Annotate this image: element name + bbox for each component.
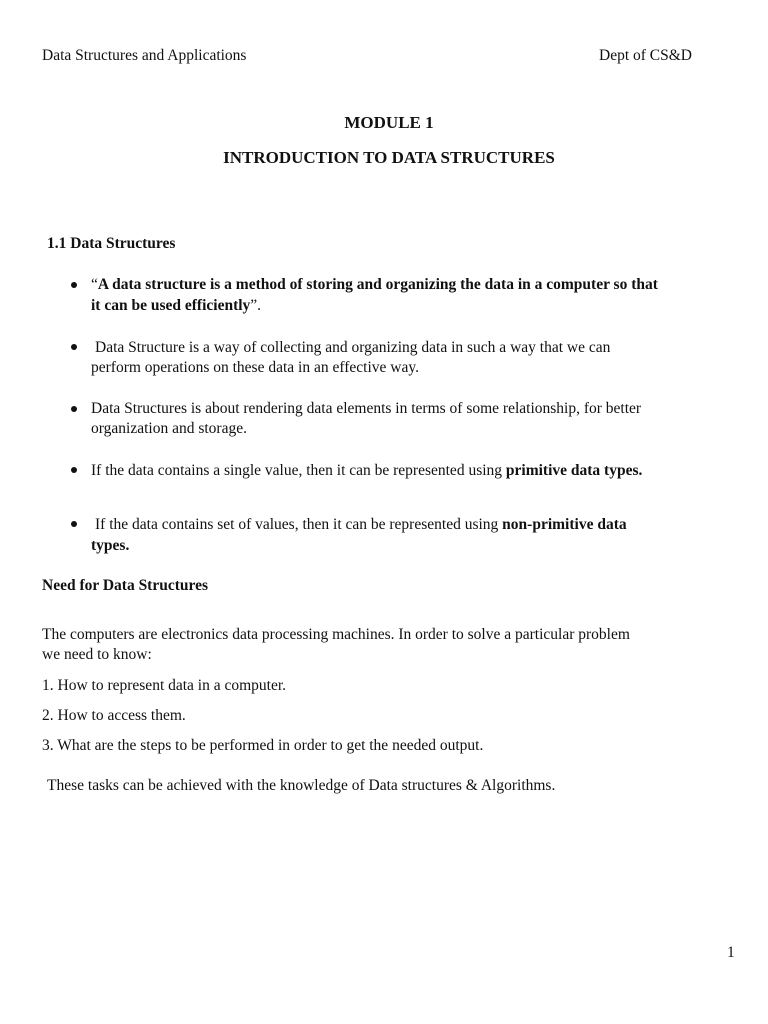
- bullet-1-bold: A data structure is a method of storing and organizing the data in a computer so that: [97, 276, 658, 293]
- bullet-3-line-1: Data Structures is about rendering data elements in terms of some relationship, for better: [91, 400, 642, 417]
- bullet-icon: [71, 521, 77, 527]
- bullet-5-bold: non-primitive data: [502, 516, 627, 533]
- module-number: MODULE 1: [344, 113, 434, 132]
- bullet-5-line-2: types.: [91, 537, 130, 554]
- section-heading: 1.1 Data Structures: [47, 235, 176, 252]
- bullet-1-line-2: [91, 295, 261, 316]
- bullet-1-bold-cont: it can be used efficiently: [91, 297, 251, 314]
- need-item-1: 1. How to represent data in a computer.: [42, 677, 287, 694]
- need-item-3: 3. What are the steps to be performed in order to get the needed output.: [42, 737, 484, 754]
- bullet-1-line-1: [91, 274, 658, 295]
- page-number: 1: [727, 944, 735, 961]
- header-course: Data Structures and Applications: [42, 47, 247, 64]
- bullet-icon: [71, 467, 77, 473]
- header-dept: Dept of CS&D: [599, 47, 692, 64]
- bullet-2-line-1: Data Structure is a way of collecting and organizing data in such a way that we can: [95, 339, 611, 356]
- need-intro-line-1: The computers are electronics data processing machines. In order to solve a particular problem: [42, 626, 630, 643]
- bullet-1-open-quote: “: [91, 276, 98, 293]
- bullet-5-line-1: [95, 514, 627, 535]
- bullet-4-bold: primitive data types.: [505, 462, 643, 479]
- bullet-icon: [71, 282, 77, 288]
- bullet-4-text: If the data contains a single value, then it can be represented using: [91, 462, 506, 479]
- bullet-1-close: ”.: [250, 297, 262, 314]
- bullet-3-line-2: organization and storage.: [91, 420, 247, 437]
- bullet-4: [91, 460, 642, 481]
- need-item-2: 2. How to access them.: [42, 707, 186, 724]
- bullet-5-text: If the data contains set of values, then it can be represented using: [95, 516, 503, 533]
- bullet-icon: [71, 406, 77, 412]
- need-intro-line-2: we need to know:: [42, 646, 152, 663]
- need-heading: Need for Data Structures: [42, 577, 209, 594]
- bullet-icon: [71, 344, 77, 350]
- bullet-2-line-2: perform operations on these data in an effective way.: [91, 359, 419, 376]
- need-conclusion: These tasks can be achieved with the knowledge of Data structures & Algorithms.: [47, 777, 556, 794]
- module-title: INTRODUCTION TO DATA STRUCTURES: [223, 148, 555, 167]
